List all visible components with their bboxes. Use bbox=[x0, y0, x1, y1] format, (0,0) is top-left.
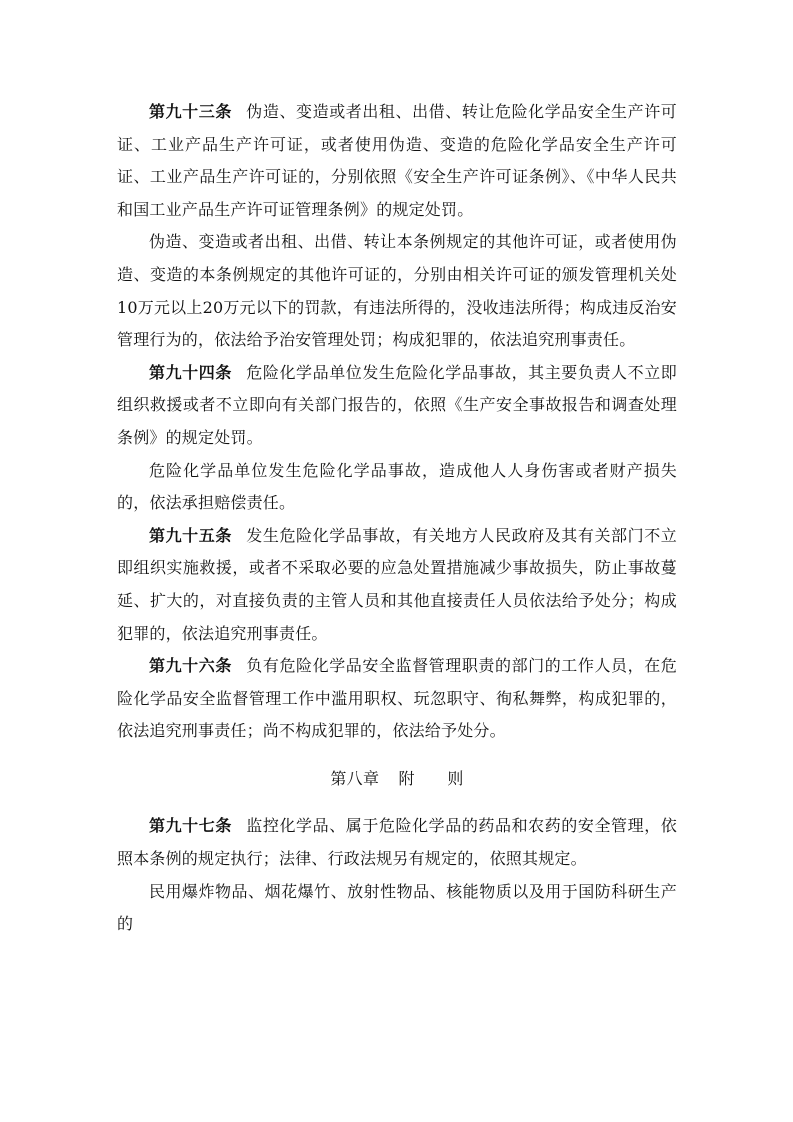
article-number: 第九十五条 bbox=[149, 525, 232, 545]
article-text: 监控化学品、属于危险化学品的药品和农药的安全管理，依照本条例的规定执行；法律、行政法规另有规定的，依照其规定。 bbox=[117, 816, 677, 869]
article-95 bbox=[117, 520, 677, 650]
article-text: 伪造、变造或者出租、出借、转让危险化学品安全生产许可证、工业产品生产许可证，或者使用伪造、变造的危险化学品安全生产许可证、工业产品生产许可证的，分别依照《安全生产许可证条例》、《中华人民共和国工业产品生产许可证管理条例》的规定处罚。 bbox=[117, 102, 677, 219]
paragraph-text: 伪造、变造或者出租、出借、转让本条例规定的其他许可证，或者使用伪造、变造的本条例规定的其他许可证的，分别由相关许可证的颁发管理机关处10万元以上20万元以下的罚款，有违法所得的，没收违法所得；构成违反治安管理行为的，依法给予治安管理处罚；构成犯罪的，依法追究刑事责任。 bbox=[117, 232, 677, 350]
document-page bbox=[117, 96, 677, 941]
paragraph-text: 民用爆炸物品、烟花爆竹、放射性物品、核能物质以及用于国防科研生产的 bbox=[117, 881, 677, 934]
article-97 bbox=[117, 810, 677, 875]
paragraph-93-2 bbox=[117, 226, 677, 356]
article-93 bbox=[117, 96, 677, 226]
paragraph-94-2 bbox=[117, 455, 677, 520]
article-number: 第九十七条 bbox=[149, 816, 232, 836]
article-number: 第九十六条 bbox=[149, 656, 232, 676]
article-number: 第九十四条 bbox=[149, 362, 232, 382]
article-text: 危险化学品单位发生危险化学品事故，其主要负责人不立即组织救援或者不立即向有关部门报告的，依照《生产安全事故报告和调查处理条例》的规定处罚。 bbox=[117, 362, 677, 447]
article-text: 负有危险化学品安全监督管理职责的部门的工作人员，在危险化学品安全监督管理工作中滥用职权、玩忽职守、徇私舞弊，构成犯罪的，依法追究刑事责任；尚不构成犯罪的，依法给予处分。 bbox=[117, 656, 677, 741]
chapter-number: 第八章 bbox=[330, 768, 380, 788]
article-96 bbox=[117, 650, 677, 748]
paragraph-97-2 bbox=[117, 876, 677, 941]
paragraph-text: 危险化学品单位发生危险化学品事故，造成他人人身伤害或者财产损失的，依法承担赔偿责任。 bbox=[117, 460, 677, 513]
chapter-heading bbox=[117, 748, 677, 811]
article-94 bbox=[117, 357, 677, 455]
article-number: 第九十三条 bbox=[149, 102, 232, 121]
article-text: 发生危险化学品事故，有关地方人民政府及其有关部门不立即组织实施救援，或者不采取必要的应急处置措施减少事故损失，防止事故蔓延、扩大的，对直接负责的主管人员和其他直接责任人员依法给予处分；构成犯罪的，依法追究刑事责任。 bbox=[117, 525, 677, 643]
chapter-title: 附 则 bbox=[398, 768, 464, 788]
